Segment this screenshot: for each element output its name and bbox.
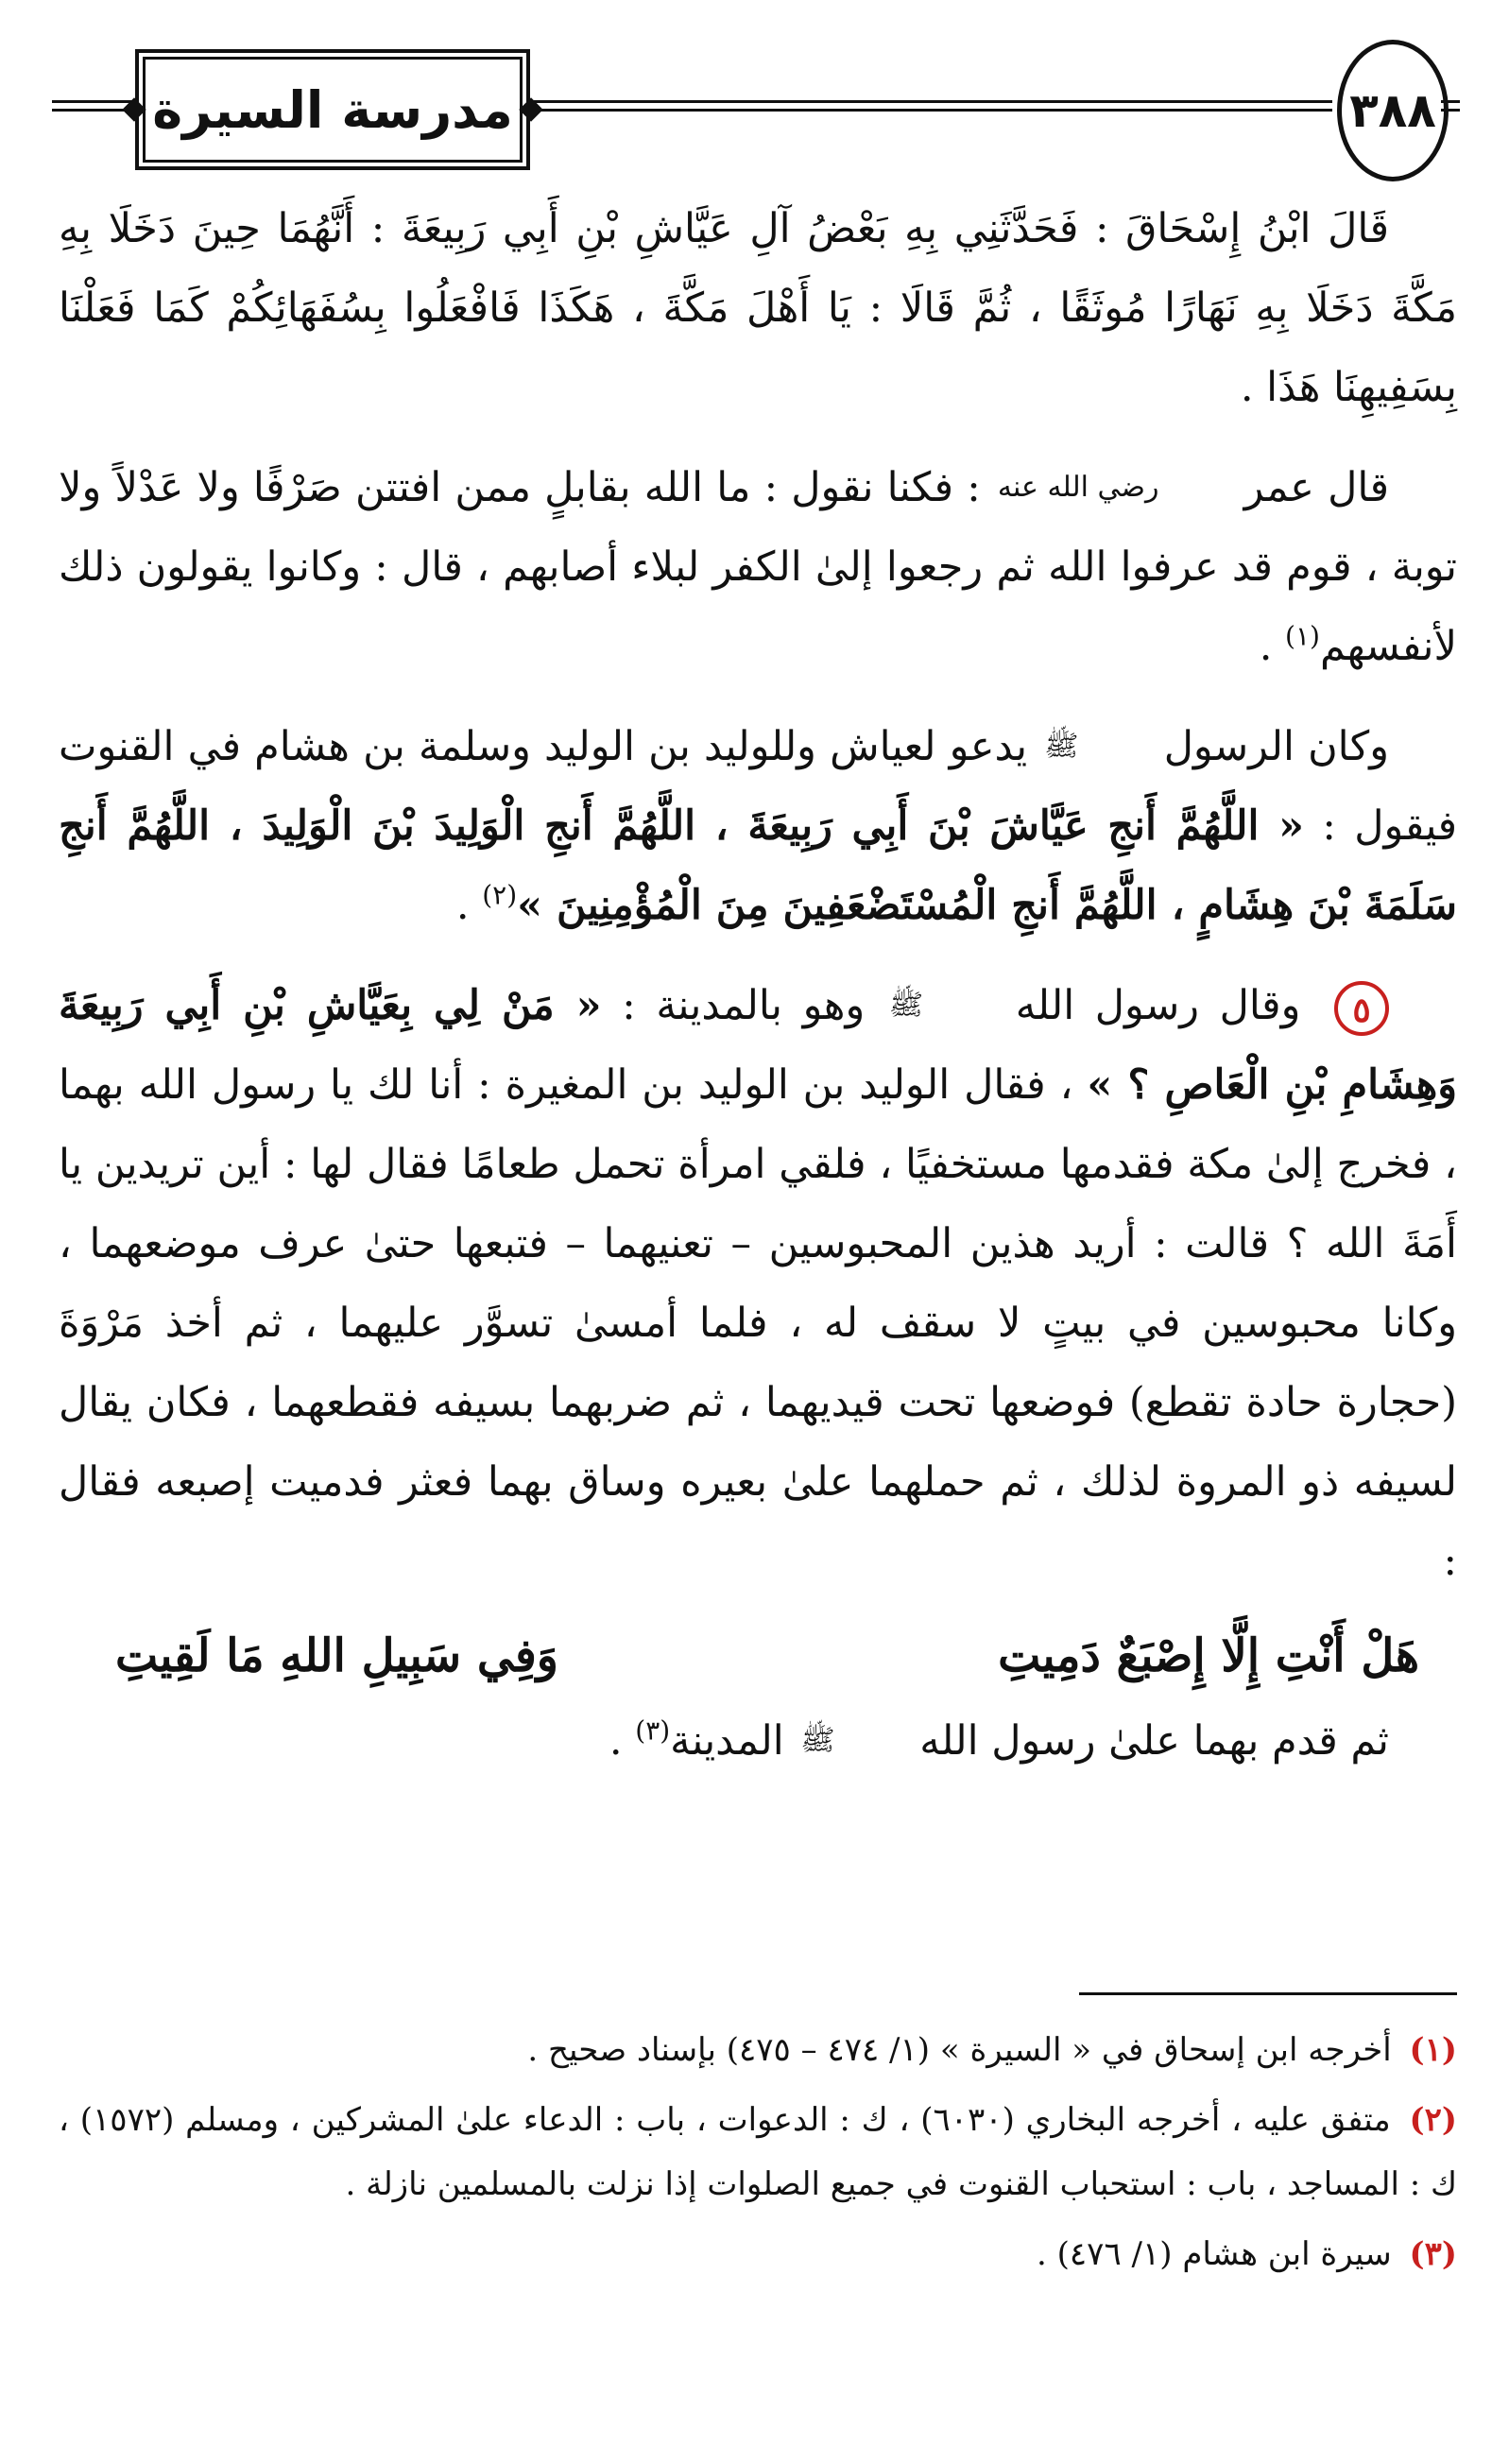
- footnote-text: سيرة ابن هشام (١/ ٤٧٦) .: [1037, 2235, 1392, 2273]
- page-number: ٣٨٨: [1349, 83, 1436, 138]
- paragraph-4: [59, 966, 1457, 1601]
- paragraph-5: [59, 1701, 1457, 1781]
- paragraph-1-text: قَالَ ابْنُ إِسْحَاقَ : فَحَدَّثَنِي بِهِ بَعْضُ آلِ عَيَّاشِ بْنِ أَبِي رَبِيعَةَ : أَنَّهُمَا حِينَ دَخَلَا بِهِ مَكَّةَ دَخَلَا بِهِ نَهَارًا مُوثَقًا ، ثُمَّ قَالَا : يَا أَهْلَ مَكَّةَ ، هَكَذَا فَافْعَلُوا بِسُفَهَائِكُمْ كَمَا فَعَلْنَا بِسَفِيهِنَا هَذَا .: [59, 205, 1457, 411]
- footnote-number: (٣): [1409, 2235, 1457, 2273]
- footnote-ref-3[interactable]: (٣): [635, 1714, 671, 1747]
- paragraph-4-mid: وهو بالمدينة :: [622, 982, 866, 1029]
- book-title: مدرسة السيرة: [152, 79, 513, 140]
- honorific-icon: رضي الله عنه: [997, 471, 1159, 504]
- salawat-icon: ﷺ: [1044, 730, 1079, 763]
- hadith-quote: « مَنْ لِي بِعَيَّاشِ بْنِ أَبِي رَبِيعَةَ وَهِشَامِ بْنِ الْعَاصِ ؟ »: [59, 982, 1458, 1109]
- salawat-icon: ﷺ: [800, 1724, 835, 1757]
- footnote-item: [59, 2088, 1457, 2216]
- paragraph-3-start: وكان الرسول: [1163, 723, 1390, 770]
- paragraph-3-end: .: [455, 882, 483, 929]
- page-number-badge: [1337, 40, 1449, 181]
- footnote-number: (١): [1409, 2031, 1457, 2069]
- paragraph-2-text: : فكنا نقول : ما الله بقابلٍ ممن افتتن صَرْفًا ولا عَدْلاً ولا توبة ، قوم قد عرفوا الله ثم رجعوا إلىٰ الكفر لبلاء أصابهم ، قال : وكانوا يقولون ذلك لأنفسهم: [59, 464, 1457, 670]
- footnote-text: متفق عليه ، أخرجه البخاري (٦٠٣٠) ، ك : الدعوات ، باب : الدعاء علىٰ المشركين ، ومسلم (١٥٧٢) ، ك : المساجد ، باب : استحباب القنوت في جميع الصلوات إذا نزلت بالمسلمين نازلة .: [59, 2101, 1457, 2203]
- dua-quote: « اللَّهُمَّ أَنجِ عَيَّاشَ بْنَ أَبِي رَبِيعَةَ ، اللَّهُمَّ أَنجِ الْوَلِيدَ بْنَ الْوَلِيدَ ، اللَّهُمَّ أَنجِ سَلَمَةَ بْنَ هِشَامٍ ، اللَّهُمَّ أَنجِ الْمُسْتَضْعَفِينَ مِنَ الْمُؤْمِنِينَ »: [59, 802, 1457, 929]
- footnotes: [59, 2018, 1457, 2292]
- main-text: [59, 189, 1457, 1801]
- footnote-ref-1[interactable]: (١): [1285, 620, 1320, 652]
- paragraph-5-start: ثم قدم بهما علىٰ رسول الله: [919, 1717, 1389, 1765]
- salawat-icon: ﷺ: [888, 989, 924, 1022]
- paragraph-2-start: قال عمر: [1243, 464, 1390, 511]
- footnote-item: [59, 2222, 1457, 2286]
- header-rule-right: [1441, 100, 1460, 112]
- header-rule-left: [52, 100, 132, 112]
- verse-second-hemistich: وَفِي سَبِيلِ اللهِ مَا لَقِيتِ: [115, 1629, 558, 1682]
- footnote-text: أخرجه ابن إسحاق في « السيرة » (١/ ٤٧٤ – ٤٧٥) بإسناد صحيح .: [527, 2031, 1392, 2069]
- paragraph-3: [59, 707, 1457, 945]
- paragraph-3-text: يدعو لعياش وللوليد بن الوليد وسلمة بن هشام في القنوت فيقول :: [59, 723, 1457, 850]
- paragraph-2-end: .: [1259, 623, 1286, 670]
- footnote-item: [59, 2018, 1457, 2082]
- paragraph-2: [59, 448, 1457, 686]
- footnote-ref-2[interactable]: (٢): [482, 879, 518, 911]
- page-header: [52, 36, 1460, 178]
- paragraph-5-text: المدينة: [670, 1717, 784, 1765]
- paragraph-4-start: وقال رسول الله: [1015, 982, 1301, 1029]
- section-number-badge: ٥: [1334, 981, 1389, 1036]
- poetry-verse: [59, 1616, 1457, 1696]
- paragraph-1: [59, 189, 1457, 427]
- paragraph-4-text: ، فقال الوليد بن الوليد بن المغيرة : أنا لك يا رسول الله بهما ، فخرج إلىٰ مكة فقدمها مستخفيًا ، فلقي امرأة تحمل طعامًا فقال لها : أين تريدين يا أَمَةَ الله ؟ قالت : أريد هذين المحبوسين – تعنيهما – فتبعها حتىٰ عرف موضعهما ، وكانا محبوسين في بيتٍ لا سقف له ، فلما أمسىٰ تسوَّر عليهما ، ثم أخذ مَرْوَةَ (حجارة حادة تقطع) فوضعها تحت قيديهما ، ثم ضربهما بسيفه فقطعهما ، فكان يقال لسيفه ذو المروة لذلك ، ثم حملهما علىٰ بعيره وساق بهما فعثر فدميت إصبعه فقال :: [59, 1061, 1457, 1585]
- title-cartouche: [135, 49, 530, 170]
- verse-first-hemistich: هَلْ أَنْتِ إِلَّا إِصْبَعٌ دَمِيتِ: [998, 1629, 1419, 1682]
- header-rule-middle: [529, 100, 1332, 112]
- footnote-number: (٢): [1409, 2101, 1457, 2139]
- paragraph-5-end: .: [609, 1717, 636, 1765]
- footnote-divider: [1079, 1992, 1457, 1995]
